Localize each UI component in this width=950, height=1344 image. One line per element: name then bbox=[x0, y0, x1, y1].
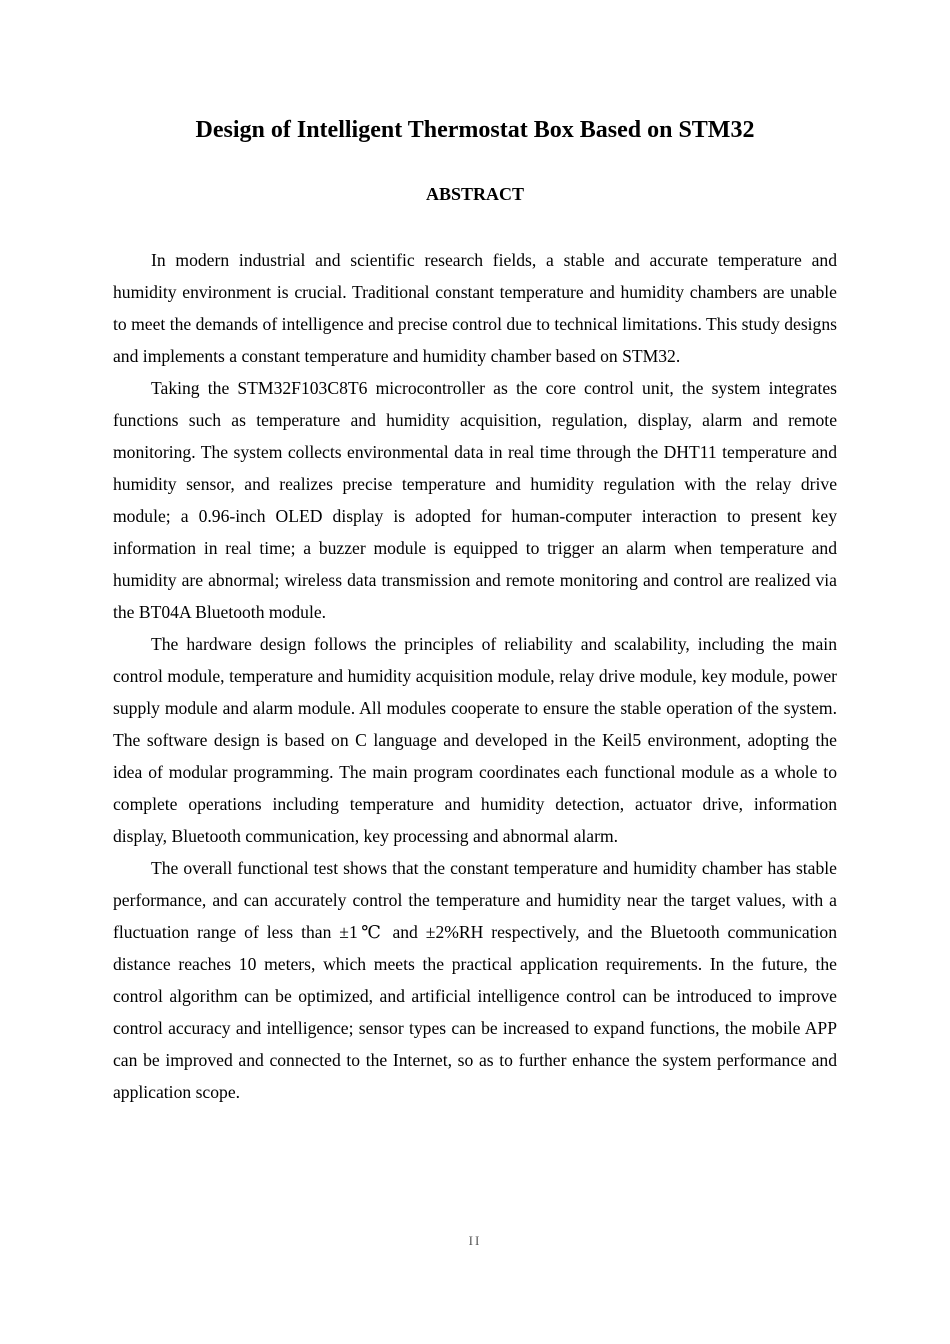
abstract-paragraph-1: In modern industrial and scientific research fields, a stable and accurate temperature and humidity environment is crucial. Traditional constant temperature and humidity chambers are unable to meet the demands of intelligence and precise control due to technical limitations. This study designs and implements a constant temperature and humidity chamber based on STM32. bbox=[113, 250, 837, 366]
abstract-paragraph-2: Taking the STM32F103C8T6 microcontroller as the core control unit, the system integrates functions such as temperature and humidity acquisition, regulation, display, alarm and remote monitoring. The system collects environmental data in real time through the DHT11 temperature and humidity sensor, and realizes precise temperature and humidity regulation with the relay drive module; a 0.96-inch OLED display is adopted for human-computer interaction to present key information in real time; a buzzer module is equipped to trigger an alarm when temperature and humidity are abnormal; wireless data transmission and remote monitoring and control are realized via the BT04A Bluetooth module. bbox=[113, 378, 837, 622]
abstract-paragraph-3: The hardware design follows the principles of reliability and scalability, including the main control module, temperature and humidity acquisition module, relay drive module, key module, power supply module and alarm module. All modules cooperate to ensure the stable operation of the system. The software design is based on C language and developed in the Keil5 environment, adopting the idea of modular programming. The main program coordinates each functional module as a whole to complete operations including temperature and humidity detection, actuator drive, information display, Bluetooth communication, key processing and abnormal alarm. bbox=[113, 634, 837, 846]
paper-title: Design of Intelligent Thermostat Box Based on STM32 bbox=[195, 117, 755, 143]
page-number: II bbox=[468, 1233, 482, 1248]
abstract-paragraph-4: The overall functional test shows that the constant temperature and humidity chamber has stable performance, and can accurately control the temperature and humidity near the target values, with a fluctuation range of less than ±1℃ and ±2%RH respectively, and the Bluetooth communication distance reaches 10 meters, which meets the practical application requirements. In the future, the control algorithm can be optimized, and artificial intelligence control can be introduced to improve control accuracy and intelligence; sensor types can be increased to expand functions, the mobile APP can be improved and connected to the Internet, so as to further enhance the system performance and application scope. bbox=[113, 858, 837, 1102]
abstract-heading: ABSTRACT bbox=[425, 184, 525, 204]
abstract-body bbox=[113, 244, 837, 1108]
